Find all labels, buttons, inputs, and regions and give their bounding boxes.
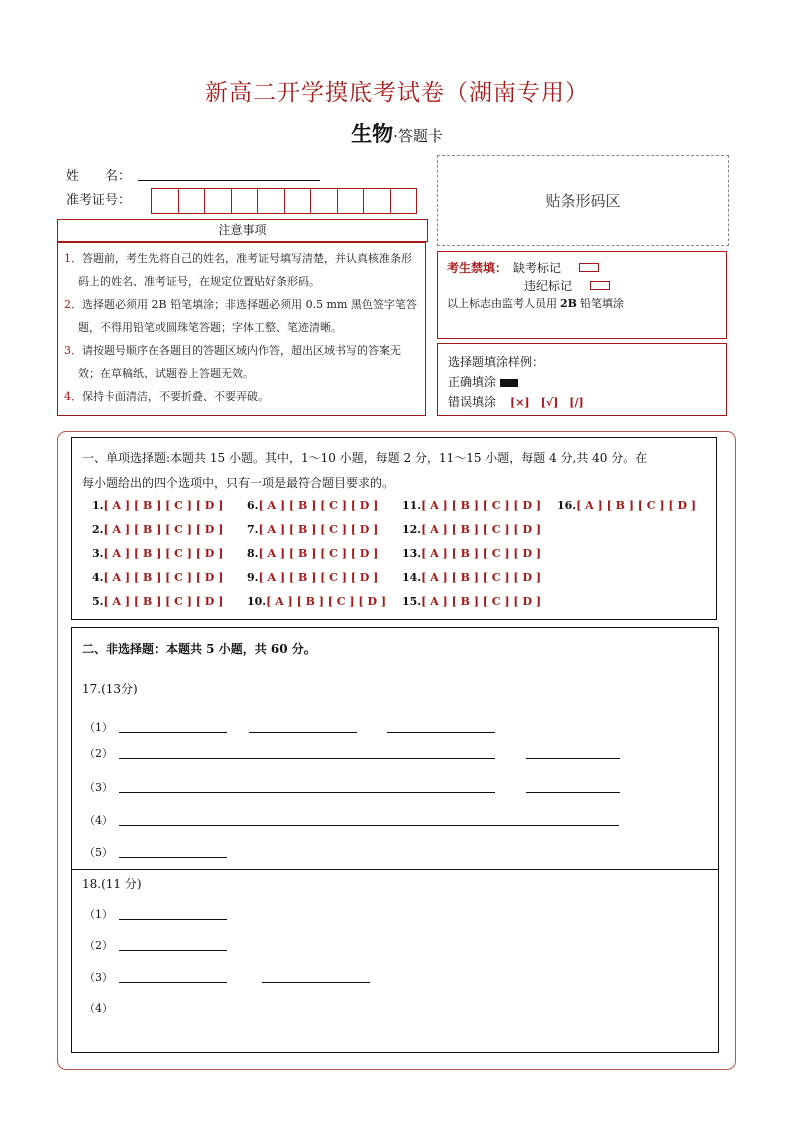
correct-fill-sample <box>500 379 518 387</box>
name-label: 姓 名： <box>66 169 132 184</box>
fill-example-box <box>437 343 727 416</box>
question-number: 12. <box>402 523 422 536</box>
option-bubbles[interactable]: [ A ] [ B ] [ C ] [ D ] <box>103 595 224 608</box>
choice-question[interactable] <box>92 499 247 518</box>
id-number-boxes[interactable] <box>151 188 417 214</box>
id-cell[interactable] <box>232 189 259 213</box>
choice-question[interactable] <box>402 499 557 518</box>
ban-note-bold: 2B <box>560 296 577 310</box>
answer-line[interactable] <box>119 825 619 826</box>
non-choice-section <box>71 627 719 1053</box>
option-bubbles[interactable]: [ A ] [ B ] [ C ] [ D ] <box>421 595 542 608</box>
q17-sub-1: （1） <box>84 721 113 734</box>
choice-question[interactable] <box>247 595 402 614</box>
option-bubbles[interactable]: [ A ] [ B ] [ C ] [ D ] <box>103 523 224 536</box>
id-cell[interactable] <box>364 189 391 213</box>
choice-question[interactable] <box>92 547 247 566</box>
id-cell[interactable] <box>205 189 232 213</box>
q17-sub-2: （2） <box>84 747 113 760</box>
option-bubbles[interactable]: [ A ] [ B ] [ C ] [ D ] <box>103 547 224 560</box>
choice-intro-1: 一、单项选择题:本题共 15 小题。其中，1～10 小题，每题 2 分，11～15 小题，每题 4 分,共 40 分。在 <box>82 451 648 465</box>
barcode-area: 贴条形码区 <box>437 155 729 246</box>
id-cell[interactable] <box>311 189 338 213</box>
answer-line[interactable] <box>119 857 227 858</box>
choice-intro-2: 每小题给出的四个选项中，只有一项是最符合题目要求的。 <box>82 476 395 490</box>
notice-item: 4．保持卡面清洁，不要折叠、不要弄破。 <box>64 390 269 403</box>
answer-line[interactable] <box>119 982 227 983</box>
choice-question[interactable] <box>247 547 402 566</box>
q17-sub-4: （4） <box>84 814 113 827</box>
ban-label: 考生禁填： <box>447 260 508 275</box>
non-choice-heading: 二、非选择题：本题共 5 小题，共 60 分。 <box>82 642 316 656</box>
option-bubbles[interactable]: [ A ] [ B ] [ C ] [ D ] <box>103 571 224 584</box>
option-bubbles[interactable]: [ A ] [ B ] [ C ] [ D ] <box>258 571 379 584</box>
correct-label: 正确填涂 <box>448 375 497 389</box>
name-field[interactable] <box>138 179 320 181</box>
choice-question[interactable] <box>247 571 402 590</box>
choice-section <box>71 437 717 620</box>
answer-line[interactable] <box>262 982 370 983</box>
notice-item: 3．请按题号顺序在各题目的答题区域内作答，超出区域书写的答案无效；在草稿纸、试题卷上答题无效。 <box>64 344 401 380</box>
option-bubbles[interactable]: [ A ] [ B ] [ C ] [ D ] <box>421 523 542 536</box>
wrong-marks: [×] [√] [/] <box>510 396 584 409</box>
q18-sub-1: （1） <box>84 908 113 921</box>
option-bubbles[interactable]: [ A ] [ B ] [ C ] [ D ] <box>266 595 387 608</box>
subject-name: 生物 <box>351 121 394 146</box>
q18-sub-3: （3） <box>84 971 113 984</box>
answer-line[interactable] <box>119 732 227 733</box>
q17-sub-5: （5） <box>84 846 113 859</box>
wrong-label: 错误填涂 <box>448 395 497 409</box>
q18-sub-4: （4） <box>84 1002 113 1015</box>
question-number: 9. <box>247 571 259 584</box>
answer-line[interactable] <box>526 758 620 759</box>
answer-line[interactable] <box>526 792 620 793</box>
question-number: 6. <box>247 499 259 512</box>
question-number: 2. <box>92 523 104 536</box>
question-number: 3. <box>92 547 104 560</box>
notice-item: 2．选择题必须用 2B 铅笔填涂；非选择题必须用 0.5 mm 黑色签字笔答题，不得用铅笔或圆珠笔答题；字体工整、笔迹清晰。 <box>64 298 417 334</box>
id-cell[interactable] <box>391 189 417 213</box>
choice-question[interactable] <box>92 595 247 614</box>
question-number: 15. <box>402 595 422 608</box>
option-bubbles[interactable]: [ A ] [ B ] [ C ] [ D ] <box>421 499 542 512</box>
id-cell[interactable] <box>258 189 285 213</box>
option-bubbles[interactable]: [ A ] [ B ] [ C ] [ D ] <box>258 547 379 560</box>
option-bubbles[interactable]: [ A ] [ B ] [ C ] [ D ] <box>421 571 542 584</box>
empty-cell <box>557 595 712 614</box>
question-number: 8. <box>247 547 259 560</box>
notice-box <box>57 242 426 416</box>
choice-question[interactable] <box>557 499 712 518</box>
question-number: 16. <box>557 499 577 512</box>
id-cell[interactable] <box>152 189 179 213</box>
absent-mark[interactable] <box>579 263 599 272</box>
choice-question[interactable] <box>247 499 402 518</box>
question-number: 11. <box>402 499 422 512</box>
q18-sub-2: （2） <box>84 939 113 952</box>
violation-label: 违纪标记 <box>524 278 573 293</box>
answer-line[interactable] <box>119 758 495 759</box>
choice-question[interactable] <box>92 523 247 542</box>
answer-line[interactable] <box>249 732 357 733</box>
question-number: 1. <box>92 499 104 512</box>
choice-question[interactable] <box>402 547 557 566</box>
id-cell[interactable] <box>285 189 312 213</box>
answer-line[interactable] <box>387 732 495 733</box>
question-18-label: 18.(11 分) <box>82 877 142 891</box>
empty-cell <box>557 523 712 542</box>
id-cell[interactable] <box>179 189 206 213</box>
choice-grid <box>82 499 706 614</box>
answer-line[interactable] <box>119 919 227 920</box>
exam-title: 新高二开学摸底考试卷（湖南专用） <box>205 80 589 106</box>
notice-item: 1．答题前，考生先将自己的姓名，准考证号填写清楚，并认真核准条形码上的姓名、准考证号，在规定位置贴好条形码。 <box>64 252 412 288</box>
choice-question[interactable] <box>402 523 557 542</box>
question-number: 5. <box>92 595 104 608</box>
option-bubbles[interactable]: [ A ] [ B ] [ C ] [ D ] <box>103 499 224 512</box>
card-label: ·答题卡 <box>393 127 443 145</box>
answer-line[interactable] <box>119 792 495 793</box>
option-bubbles[interactable]: [ A ] [ B ] [ C ] [ D ] <box>258 523 379 536</box>
empty-cell <box>557 547 712 566</box>
answer-line[interactable] <box>119 950 227 951</box>
choice-question[interactable] <box>92 571 247 590</box>
ban-note-end: 铅笔填涂 <box>579 297 624 310</box>
violation-mark[interactable] <box>590 281 610 290</box>
id-cell[interactable] <box>338 189 365 213</box>
question-number: 14. <box>402 571 422 584</box>
option-bubbles[interactable]: [ A ] [ B ] [ C ] [ D ] <box>576 499 697 512</box>
question-number: 13. <box>402 547 422 560</box>
q17-sub-3: （3） <box>84 781 113 794</box>
example-heading: 选择题填涂样例： <box>448 355 545 369</box>
question-number: 10. <box>247 595 267 608</box>
question-number: 7. <box>247 523 259 536</box>
id-label: 准考证号： <box>66 193 132 208</box>
choice-question[interactable] <box>402 595 557 614</box>
notice-heading: 注意事项 <box>57 219 428 242</box>
empty-cell <box>557 571 712 590</box>
question-number: 4. <box>92 571 104 584</box>
absent-label: 缺考标记 <box>513 260 562 275</box>
subject-title <box>0 118 794 148</box>
option-bubbles[interactable]: [ A ] [ B ] [ C ] [ D ] <box>258 499 379 512</box>
choice-question[interactable] <box>402 571 557 590</box>
choice-question[interactable] <box>247 523 402 542</box>
question-divider <box>72 869 718 870</box>
proctor-only-box <box>437 251 727 339</box>
ban-note: 以上标志由监考人员用 <box>447 297 557 310</box>
option-bubbles[interactable]: [ A ] [ B ] [ C ] [ D ] <box>421 547 542 560</box>
question-17-label: 17.(13分) <box>82 682 138 696</box>
